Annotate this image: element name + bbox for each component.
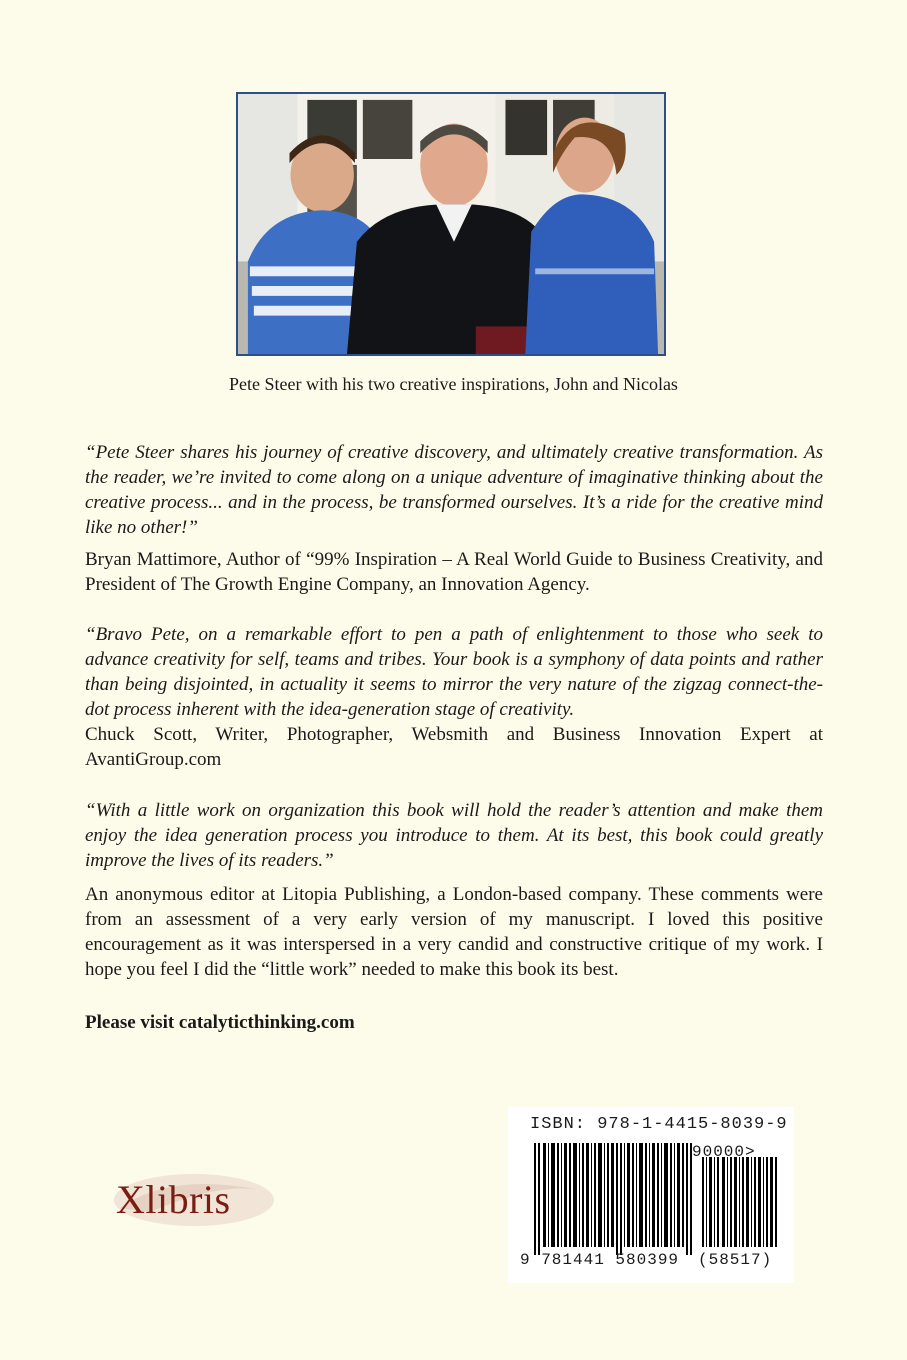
- testimonial-attribution-1: Bryan Mattimore, Author of “99% Inspiration – A Real World Guide to Business Creativity, and President of The Growth Engine Company, an Innovation Agency.: [85, 549, 823, 595]
- photo-caption: Pete Steer with his two creative inspirations, John and Nicolas: [229, 374, 678, 394]
- publisher-name: Xlibris: [116, 1177, 231, 1222]
- testimonial-quote-3: “With a little work on organization this book will hold the reader’s attention and make them enjoy the idea generation process you introduce to them. At its best, this book could greatly improve the lives of its readers.”: [85, 800, 823, 871]
- testimonial-attribution-3: An anonymous editor at Litopia Publishing, a London-based company. These comments were from an assessment of a very early version of my manuscript. I loved this positive encouragement as it was interspersed in a very candid and constructive critique of my work. I hope you feel I did the “little work” needed to make this book its best.: [85, 884, 823, 980]
- family-photo-image: [238, 94, 664, 354]
- isbn-text: ISBN: 978-1-4415-8039-9: [530, 1115, 788, 1134]
- testimonial-quote-1: “Pete Steer shares his journey of creative discovery, and ultimately creative transformation. As the reader, we’re invited to come along on a unique adventure of imaginative thinking about the creative process... and in the process, be transformed ourselves. It’s a ride for the creative mind like no other!”: [85, 442, 823, 538]
- testimonial-quote-2: “Bravo Pete, on a remarkable effort to pen a path of enlightenment to those who seek to advance creativity for self, teams and tribes. Your book is a symphony of data points and rather than being disjointed, in actuality it seems to mirror the very nature of the zigzag connect-the-dot process inherent with the idea-generation stage of creativity.: [85, 624, 823, 720]
- addon-code: (58517): [698, 1251, 773, 1269]
- author-photo: [236, 92, 666, 356]
- isbn-barcode: [508, 1107, 794, 1283]
- visit-website-line: Please visit catalyticthinking.com: [85, 1012, 355, 1033]
- testimonial-attribution-2: Chuck Scott, Writer, Photographer, Websmith and Business Innovation Expert at AvantiGroup.com: [85, 724, 823, 770]
- publisher-logo: [110, 1168, 280, 1232]
- ean-digits: 9 781441 580399: [520, 1251, 680, 1269]
- price-code: 90000>: [692, 1143, 756, 1161]
